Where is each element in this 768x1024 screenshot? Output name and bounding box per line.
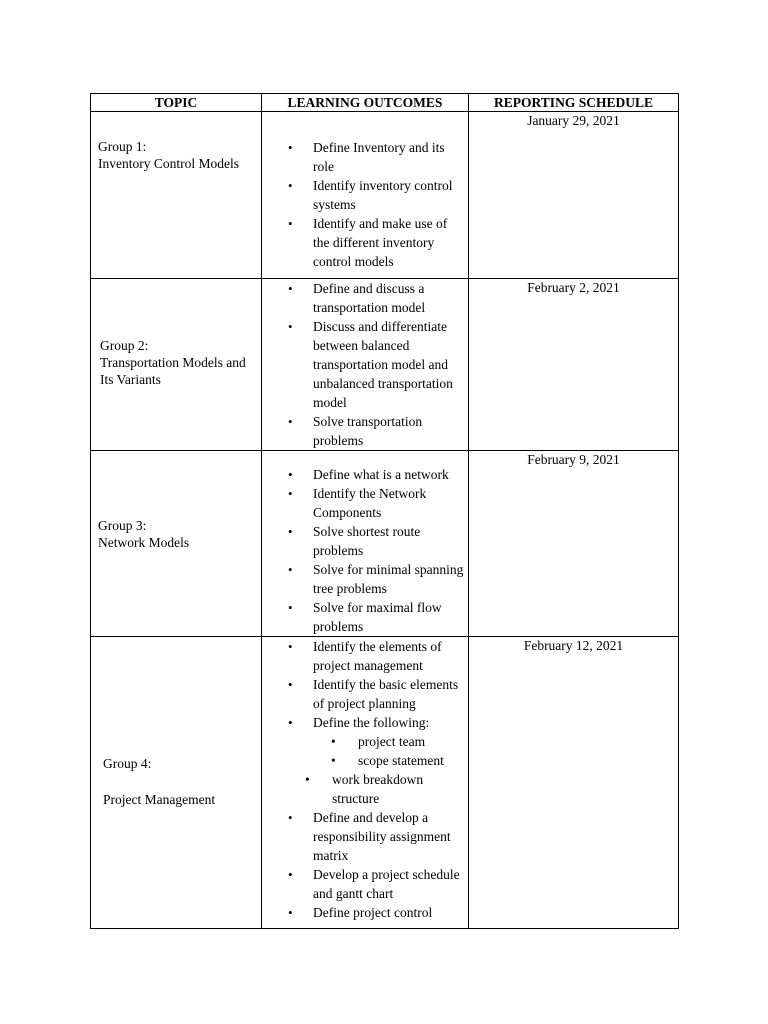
schedule-date: February 2, 2021	[527, 280, 620, 295]
topic-text	[103, 755, 215, 808]
schedule-date: February 12, 2021	[523, 638, 624, 653]
outcomes-cell	[262, 637, 469, 929]
header-row	[91, 94, 679, 112]
topic-cell	[91, 637, 262, 929]
list-item: • Discuss and differentiate between balanced transportation model and unbalanced transportation model	[262, 317, 468, 412]
list-item: • Define and discuss a transportation model	[262, 279, 468, 317]
outcomes-list	[262, 138, 468, 271]
list-item: • Develop a project schedule and gantt chart	[262, 865, 468, 903]
topic-cell	[91, 279, 262, 451]
topic-cell	[91, 112, 262, 279]
schedule-date: January 29, 2021	[527, 113, 620, 128]
sub-list	[313, 732, 464, 808]
list-item: • Solve transportation problems	[262, 412, 468, 450]
sub-list-item: • project team	[313, 732, 464, 751]
list-item: • Solve for maximal flow problems	[262, 598, 468, 636]
schedule-cell	[469, 451, 679, 637]
schedule-cell	[469, 279, 679, 451]
list-item: • Solve for minimal spanning tree problems	[262, 560, 468, 598]
list-item: • Identify inventory control systems	[262, 176, 468, 214]
topic-text	[100, 337, 258, 388]
topic-title: Inventory Control Models	[98, 156, 239, 171]
topic-cell	[91, 451, 262, 637]
outcomes-list	[262, 637, 468, 922]
table-row	[91, 637, 679, 929]
topic-text	[98, 138, 239, 172]
topic-title: Transportation Models and Its Variants	[100, 355, 246, 387]
list-item: • Define Inventory and its role	[262, 138, 468, 176]
table-row	[91, 451, 679, 637]
list-item: • Define project control	[262, 903, 468, 922]
learning-schedule-table	[90, 93, 679, 929]
outcomes-cell	[262, 279, 469, 451]
sub-list-item: • scope statement	[313, 751, 464, 770]
header-reporting-schedule: REPORTING SCHEDULE	[469, 94, 679, 112]
group-label: Group 3:	[98, 518, 147, 533]
topic-title: Network Models	[98, 535, 190, 550]
topic-text	[98, 517, 189, 551]
list-item	[262, 713, 468, 808]
list-item-label: Define the following:	[313, 715, 430, 730]
header-learning-outcomes: LEARNING OUTCOMES	[262, 94, 469, 112]
outcomes-cell	[262, 112, 469, 279]
list-item: • Define and develop a responsibility assignment matrix	[262, 808, 468, 865]
outcomes-list	[262, 465, 468, 636]
header-topic: TOPIC	[91, 94, 262, 112]
schedule-cell	[469, 637, 679, 929]
table-row	[91, 112, 679, 279]
group-label: Group 4:	[103, 756, 152, 771]
list-item: • Identify the elements of project management	[262, 637, 468, 675]
list-item: • Identify the basic elements of project planning	[262, 675, 468, 713]
sub-list-item: • work breakdown structure	[287, 770, 472, 808]
group-label: Group 2:	[100, 338, 149, 353]
list-item: • Identify the Network Components	[262, 484, 468, 522]
list-item: • Define what is a network	[262, 465, 468, 484]
outcomes-cell	[262, 451, 469, 637]
topic-title: Project Management	[103, 792, 216, 807]
schedule-date: February 9, 2021	[527, 452, 620, 467]
list-item: • Identify and make use of the different inventory control models	[262, 214, 468, 271]
list-item: • Solve shortest route problems	[262, 522, 468, 560]
schedule-cell	[469, 112, 679, 279]
group-label: Group 1:	[98, 139, 147, 154]
outcomes-list	[262, 279, 468, 450]
table-row	[91, 279, 679, 451]
